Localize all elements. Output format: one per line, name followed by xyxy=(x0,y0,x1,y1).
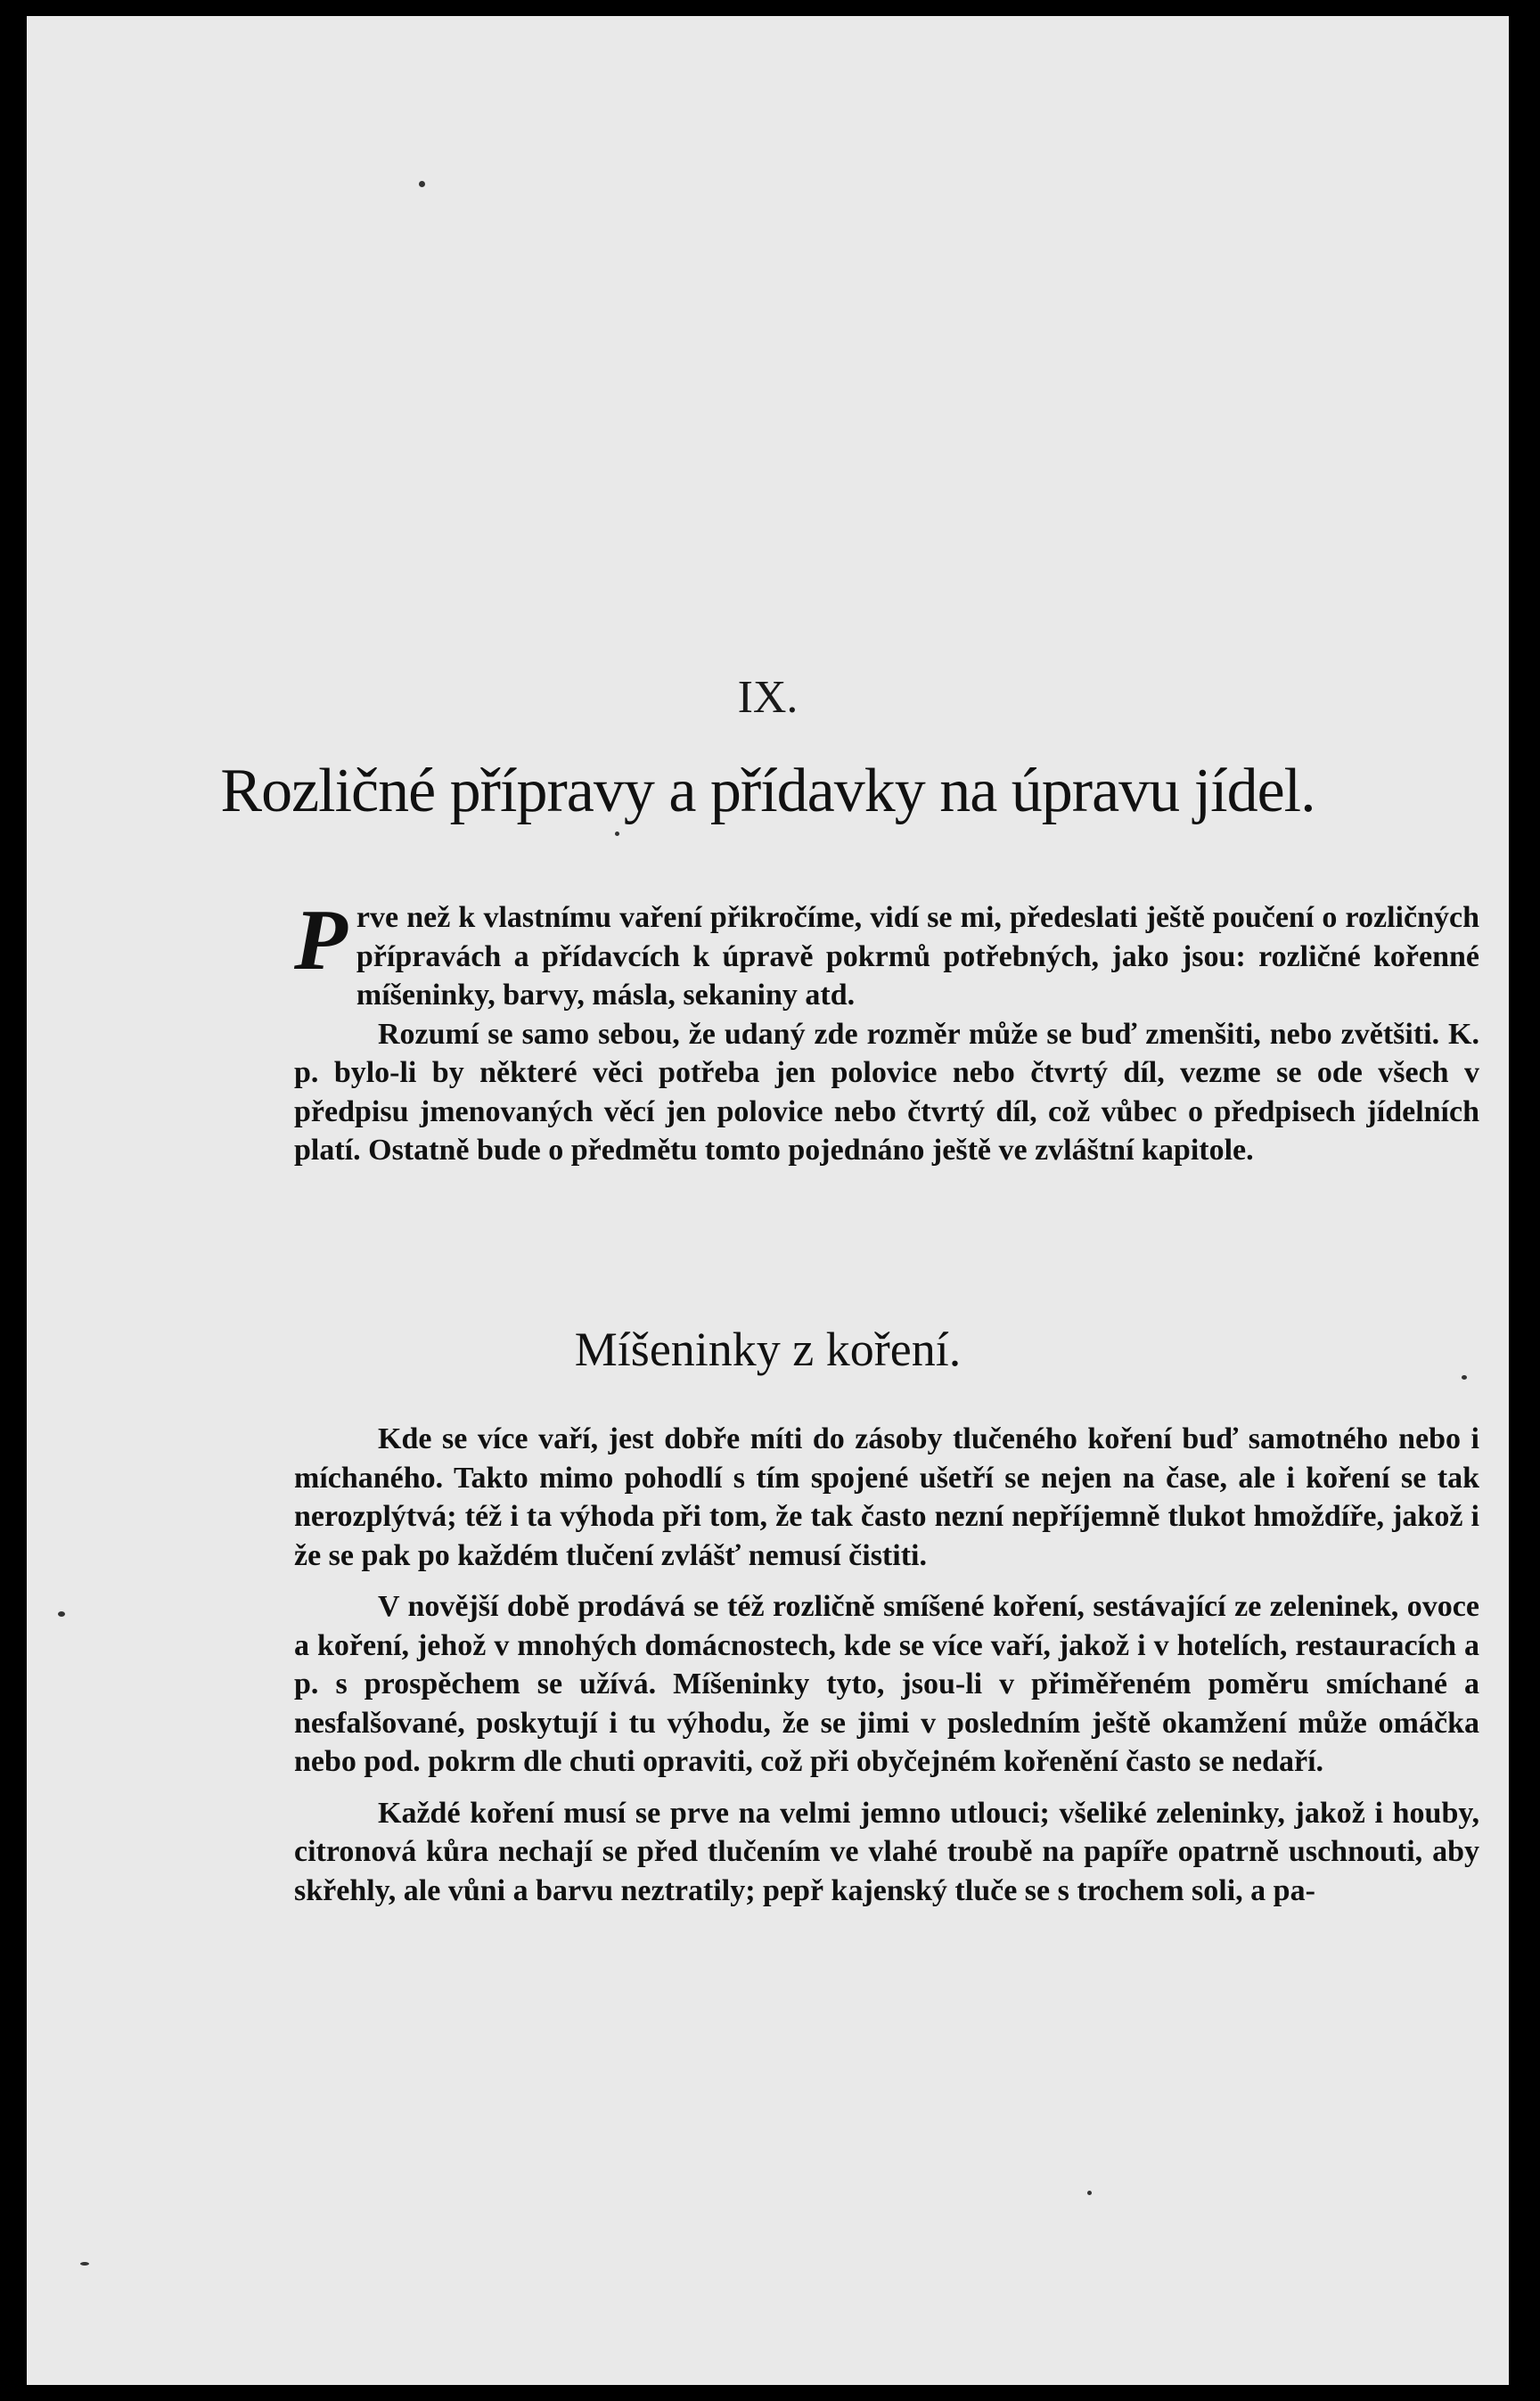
page-speck xyxy=(80,2262,89,2266)
book-page xyxy=(27,16,1509,2385)
drop-cap: P xyxy=(294,892,348,988)
chapter-title: Rozličné přípravy a přídavky na úpravu jídel. xyxy=(220,757,1315,825)
section-paragraph-1: Kde se více vaří, jest dobře míti do zásoby tlučeného koření buď samotného nebo i míchaného. Takto mimo pohodlí s tím spojené ušetří se nejen na čase, ale i koření se tak nerozplýtvá; též i ta výhoda při tom, že tak často nezní nepříjemně tlukot hmoždíře, jakož i že se pak po každém tlučení zvlášť nemusí čistiti. xyxy=(294,1422,1479,1572)
intro-paragraph-2: Rozumí se samo sebou, že udaný zde rozměr může se buď zmenšiti, nebo zvětšiti. K. p. bylo-li by některé věci potřeba jen polovice nebo čtvrtý díl, vezme se ode všech v předpisu jmenovaných věcí jen polovice nebo čtvrtý díl, což vůbec o předpisech jídelních platí. Ostatně bude o předmětu tomto pojednáno ještě ve zvláštní kapitole. xyxy=(294,1017,1479,1167)
chapter-number: IX. xyxy=(737,672,799,723)
intro-text xyxy=(294,892,1479,1170)
section-text xyxy=(294,1420,1479,1922)
intro-paragraph-1 xyxy=(294,892,1479,1015)
page-speck xyxy=(1087,2191,1092,2195)
section-paragraph-2: V novější době prodává se též rozličně smíšené koření, sestávající ze zeleninek, ovoce a koření, jehož v mnohých domácnostech, kde se více vaří, jakož i v hotelích, restauracích a p. s prospěchem se užívá. Míšeninky tyto, jsou-li v přiměřeném poměru smíchané a nesfalšované, poskytují i tu výhodu, že se jimi v posledním ještě okamžení může omáčka nebo pod. pokrm dle chuti opraviti, což při obyčejném kořenění často se nedaří. xyxy=(294,1590,1479,1778)
page-speck xyxy=(58,1611,65,1617)
intro-paragraph-1-text: rve než k vlastnímu vaření přikročíme, vidí se mi, předeslati ještě poučení o rozličných přípravách a přídavcích k úpravě pokrmů potřebných, jako jsou: rozličné kořenné míšeninky, barvy, másla, sekaniny atd. xyxy=(356,901,1479,1012)
section-paragraph-3: Každé koření musí se prve na velmi jemno utlouci; všeliké zeleninky, jakož i houby, citronová kůra nechají se před tlučením ve vlahé troubě na papíře opatrně uschnouti, aby skřehly, ale vůni a barvu neztratily; pepř kajenský tluče se s trochem soli, a pa- xyxy=(294,1796,1479,1907)
section-title: Míšeninky z koření. xyxy=(574,1323,962,1376)
page-speck xyxy=(1462,1375,1467,1380)
page-speck xyxy=(615,832,619,836)
page-speck xyxy=(419,181,425,187)
